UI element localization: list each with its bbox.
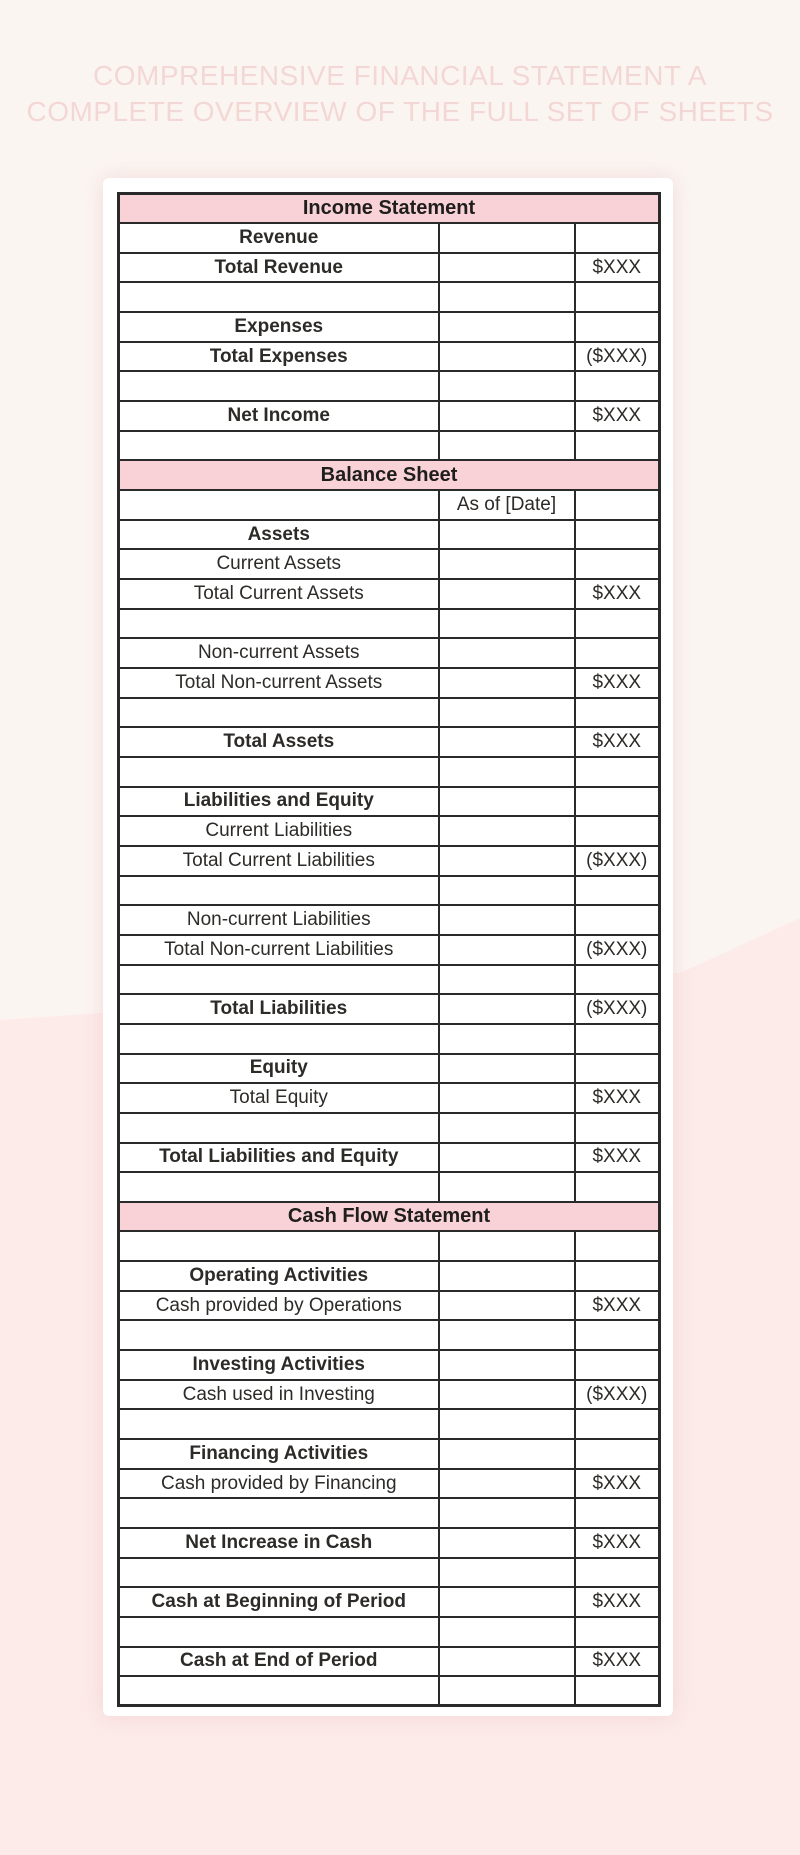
amount-cell: $XXX (575, 1083, 660, 1113)
empty-cell (439, 579, 575, 609)
empty-cell (439, 1439, 575, 1469)
empty-cell (439, 787, 575, 817)
empty-cell (119, 1113, 439, 1143)
empty-cell (575, 965, 660, 995)
amount-cell: $XXX (575, 1647, 660, 1677)
table-row (119, 194, 660, 224)
amount-cell: $XXX (575, 727, 660, 757)
empty-cell (575, 1498, 660, 1528)
empty-cell (439, 698, 575, 728)
empty-cell (575, 1617, 660, 1647)
table-row (119, 1143, 660, 1173)
table-row (119, 1291, 660, 1321)
empty-cell (439, 1113, 575, 1143)
financial-table-body (119, 194, 660, 1706)
empty-cell (575, 549, 660, 579)
empty-cell (575, 371, 660, 401)
page-title-line1: COMPREHENSIVE FINANCIAL STATEMENT A (93, 60, 707, 91)
row-label-cell: Current Assets (119, 549, 439, 579)
empty-cell (439, 994, 575, 1024)
row-label-cell: Revenue (119, 223, 439, 253)
empty-cell (439, 253, 575, 283)
empty-cell (439, 668, 575, 698)
table-row (119, 549, 660, 579)
row-label-cell: Liabilities and Equity (119, 787, 439, 817)
table-row (119, 668, 660, 698)
empty-cell (439, 431, 575, 461)
empty-cell (439, 401, 575, 431)
empty-cell (119, 431, 439, 461)
table-row (119, 342, 660, 372)
table-row (119, 965, 660, 995)
empty-cell (439, 1617, 575, 1647)
table-row (119, 253, 660, 283)
table-row (119, 1083, 660, 1113)
page-title (0, 58, 800, 130)
empty-cell (119, 1172, 439, 1202)
table-row (119, 787, 660, 817)
empty-cell (439, 371, 575, 401)
table-row (119, 312, 660, 342)
empty-cell (575, 757, 660, 787)
empty-cell (575, 490, 660, 520)
row-label-cell: Total Equity (119, 1083, 439, 1113)
table-row (119, 816, 660, 846)
empty-cell (119, 965, 439, 995)
table-row (119, 1439, 660, 1469)
table-row (119, 1350, 660, 1380)
table-row (119, 994, 660, 1024)
empty-cell (119, 282, 439, 312)
table-row (119, 638, 660, 668)
empty-cell (439, 1231, 575, 1261)
table-row (119, 1231, 660, 1261)
empty-cell (575, 638, 660, 668)
empty-cell (575, 1261, 660, 1291)
amount-cell: ($XXX) (575, 935, 660, 965)
empty-cell (575, 1113, 660, 1143)
table-row (119, 609, 660, 639)
amount-cell: $XXX (575, 1528, 660, 1558)
table-row (119, 282, 660, 312)
empty-cell (439, 876, 575, 906)
empty-cell (119, 1320, 439, 1350)
empty-cell (439, 312, 575, 342)
empty-cell (119, 1231, 439, 1261)
row-label-cell: Total Expenses (119, 342, 439, 372)
empty-cell (439, 520, 575, 550)
row-label-cell: Non-current Assets (119, 638, 439, 668)
table-row (119, 1202, 660, 1232)
empty-cell (119, 1024, 439, 1054)
empty-cell (439, 638, 575, 668)
row-label-cell: Cash used in Investing (119, 1380, 439, 1410)
table-row (119, 846, 660, 876)
empty-cell (575, 1558, 660, 1588)
page-title-line2: COMPLETE OVERVIEW OF THE FULL SET OF SHEETS (26, 96, 774, 127)
empty-cell (119, 609, 439, 639)
table-row (119, 520, 660, 550)
table-row (119, 1380, 660, 1410)
table-row (119, 1113, 660, 1143)
row-label-cell: Cash provided by Operations (119, 1291, 439, 1321)
empty-cell (439, 223, 575, 253)
empty-cell (575, 816, 660, 846)
empty-cell (439, 1587, 575, 1617)
empty-cell (439, 1172, 575, 1202)
empty-cell (119, 1676, 439, 1706)
empty-cell (575, 609, 660, 639)
empty-cell (575, 698, 660, 728)
empty-cell (575, 876, 660, 906)
empty-cell (439, 1291, 575, 1321)
row-label-cell: Total Non-current Assets (119, 668, 439, 698)
empty-cell (439, 1409, 575, 1439)
empty-cell (439, 905, 575, 935)
empty-cell (439, 1469, 575, 1499)
empty-cell (439, 757, 575, 787)
financial-table (117, 192, 661, 1707)
table-row (119, 223, 660, 253)
empty-cell (439, 1676, 575, 1706)
empty-cell (439, 1498, 575, 1528)
amount-cell: $XXX (575, 401, 660, 431)
date-cell: As of [Date] (439, 490, 575, 520)
table-row (119, 698, 660, 728)
table-row (119, 490, 660, 520)
empty-cell (439, 1380, 575, 1410)
empty-cell (575, 223, 660, 253)
table-row (119, 579, 660, 609)
sheet-card (103, 178, 673, 1716)
table-row (119, 401, 660, 431)
row-label-cell: Current Liabilities (119, 816, 439, 846)
table-row (119, 905, 660, 935)
amount-cell: $XXX (575, 1291, 660, 1321)
row-label-cell: Financing Activities (119, 1439, 439, 1469)
table-row (119, 1320, 660, 1350)
empty-cell (119, 1617, 439, 1647)
table-row (119, 1617, 660, 1647)
empty-cell (575, 1320, 660, 1350)
empty-cell (439, 1528, 575, 1558)
row-label-cell: Non-current Liabilities (119, 905, 439, 935)
section-header-cell: Cash Flow Statement (119, 1202, 660, 1232)
row-label-cell: Expenses (119, 312, 439, 342)
row-label-cell: Equity (119, 1054, 439, 1084)
empty-cell (575, 1676, 660, 1706)
table-row (119, 1024, 660, 1054)
amount-cell: ($XXX) (575, 846, 660, 876)
empty-cell (575, 1350, 660, 1380)
empty-cell (439, 965, 575, 995)
table-row (119, 1676, 660, 1706)
empty-cell (575, 1054, 660, 1084)
amount-cell: $XXX (575, 1143, 660, 1173)
row-label-cell: Net Income (119, 401, 439, 431)
empty-cell (439, 727, 575, 757)
table-row (119, 1409, 660, 1439)
empty-cell (439, 1083, 575, 1113)
row-label-cell: Investing Activities (119, 1350, 439, 1380)
empty-cell (575, 1409, 660, 1439)
amount-cell: $XXX (575, 1587, 660, 1617)
empty-cell (119, 698, 439, 728)
empty-cell (439, 549, 575, 579)
amount-cell: $XXX (575, 579, 660, 609)
table-row (119, 727, 660, 757)
row-label-cell: Total Current Assets (119, 579, 439, 609)
empty-cell (119, 371, 439, 401)
empty-cell (575, 431, 660, 461)
table-row (119, 1172, 660, 1202)
amount-cell: $XXX (575, 253, 660, 283)
empty-cell (575, 1231, 660, 1261)
amount-cell: ($XXX) (575, 342, 660, 372)
row-label-cell: Net Increase in Cash (119, 1528, 439, 1558)
empty-cell (439, 846, 575, 876)
table-row (119, 757, 660, 787)
table-row (119, 1054, 660, 1084)
row-label-cell: Total Revenue (119, 253, 439, 283)
empty-cell (575, 312, 660, 342)
empty-cell (439, 1024, 575, 1054)
empty-cell (575, 787, 660, 817)
table-row (119, 1558, 660, 1588)
table-row (119, 1498, 660, 1528)
row-label-cell: Total Assets (119, 727, 439, 757)
table-row (119, 460, 660, 490)
empty-cell (439, 935, 575, 965)
row-label-cell: Total Current Liabilities (119, 846, 439, 876)
empty-cell (439, 1143, 575, 1173)
amount-cell: $XXX (575, 1469, 660, 1499)
table-row (119, 1647, 660, 1677)
empty-cell (119, 1558, 439, 1588)
row-label-cell: Total Liabilities and Equity (119, 1143, 439, 1173)
row-label-cell: Total Liabilities (119, 994, 439, 1024)
empty-cell (439, 1647, 575, 1677)
row-label-cell: Assets (119, 520, 439, 550)
table-row (119, 371, 660, 401)
empty-cell (119, 1409, 439, 1439)
section-header-cell: Income Statement (119, 194, 660, 224)
empty-cell (439, 1320, 575, 1350)
empty-cell (439, 1261, 575, 1291)
table-row (119, 1469, 660, 1499)
empty-cell (575, 520, 660, 550)
empty-cell (439, 609, 575, 639)
table-row (119, 1528, 660, 1558)
table-row (119, 935, 660, 965)
row-label-cell: Operating Activities (119, 1261, 439, 1291)
empty-cell (119, 490, 439, 520)
empty-cell (439, 342, 575, 372)
empty-cell (575, 282, 660, 312)
table-row (119, 431, 660, 461)
table-row (119, 1587, 660, 1617)
empty-cell (119, 1498, 439, 1528)
empty-cell (575, 1439, 660, 1469)
section-header-cell: Balance Sheet (119, 460, 660, 490)
table-row (119, 1261, 660, 1291)
empty-cell (439, 816, 575, 846)
row-label-cell: Cash at End of Period (119, 1647, 439, 1677)
empty-cell (439, 1350, 575, 1380)
empty-cell (575, 1024, 660, 1054)
empty-cell (575, 905, 660, 935)
amount-cell: ($XXX) (575, 1380, 660, 1410)
row-label-cell: Cash at Beginning of Period (119, 1587, 439, 1617)
table-row (119, 876, 660, 906)
empty-cell (439, 1054, 575, 1084)
row-label-cell: Total Non-current Liabilities (119, 935, 439, 965)
amount-cell: $XXX (575, 668, 660, 698)
row-label-cell: Cash provided by Financing (119, 1469, 439, 1499)
amount-cell: ($XXX) (575, 994, 660, 1024)
empty-cell (119, 876, 439, 906)
empty-cell (119, 757, 439, 787)
empty-cell (439, 1558, 575, 1588)
empty-cell (575, 1172, 660, 1202)
empty-cell (439, 282, 575, 312)
